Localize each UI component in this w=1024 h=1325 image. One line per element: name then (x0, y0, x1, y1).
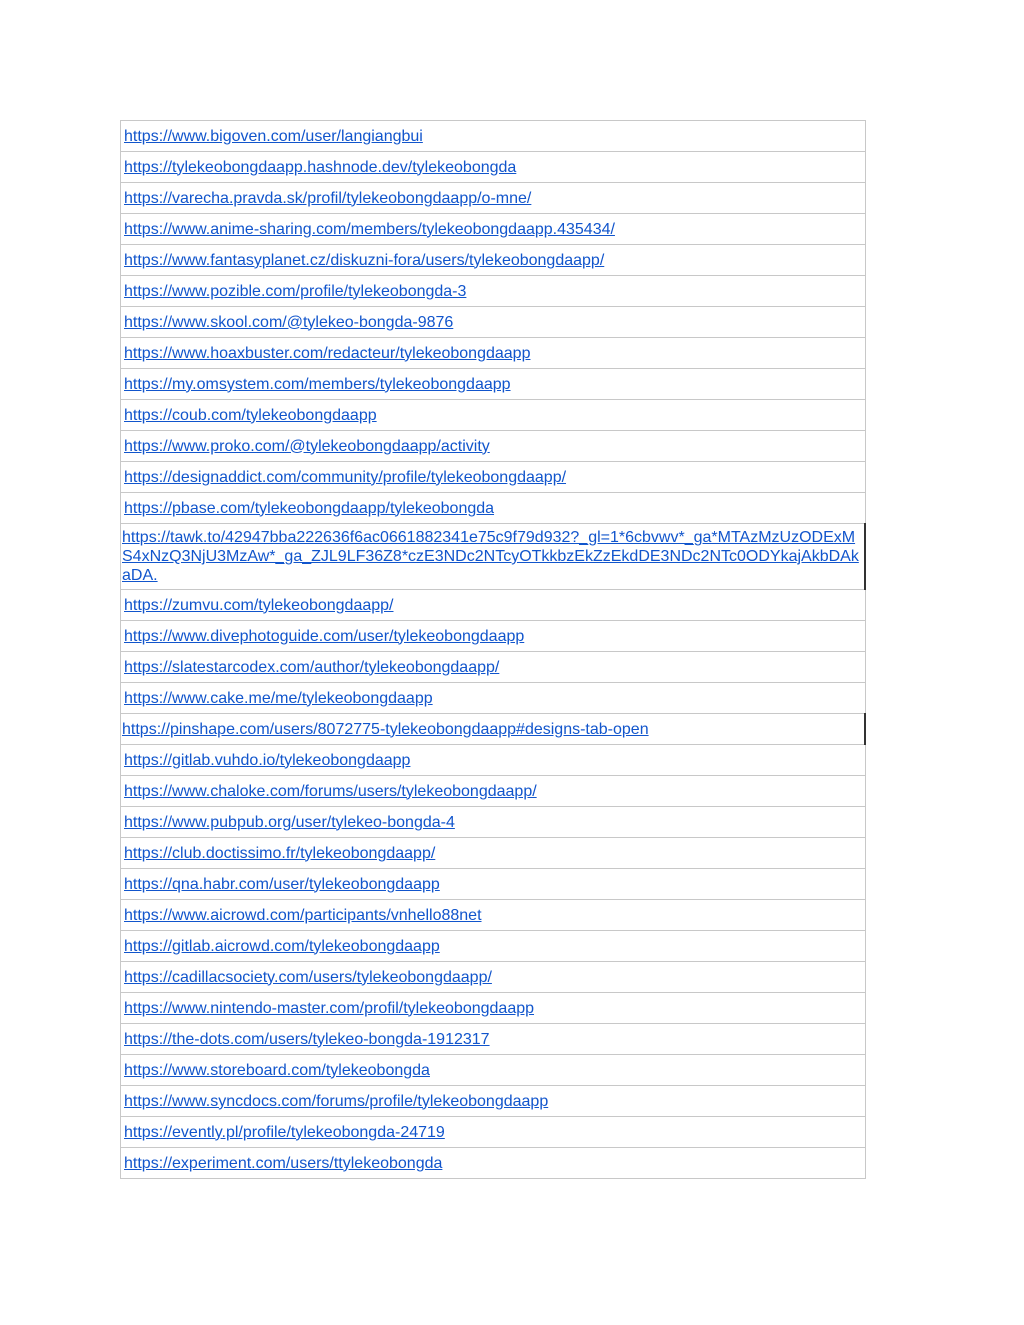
table-cell (121, 1024, 866, 1055)
link-17[interactable]: https://www.cake.me/me/tylekeobongdaapp (124, 689, 433, 707)
table-cell (121, 1055, 866, 1086)
table-row (121, 652, 866, 683)
table-row (121, 245, 866, 276)
table-cell (121, 369, 866, 400)
table-cell (121, 152, 866, 183)
links-table (120, 120, 866, 1179)
table-row (121, 121, 866, 152)
link-31[interactable]: https://evently.pl/profile/tylekeobongda-24719 (124, 1123, 445, 1141)
link-22[interactable]: https://club.doctissimo.fr/tylekeobongdaapp/ (124, 844, 436, 862)
link-8[interactable]: https://my.omsystem.com/members/tylekeobongdaapp (124, 375, 511, 393)
table-row (121, 1086, 866, 1117)
table-cell (121, 524, 866, 590)
link-21[interactable]: https://www.pubpub.org/user/tylekeo-bongda-4 (124, 813, 455, 831)
table-row (121, 869, 866, 900)
link-23[interactable]: https://qna.habr.com/user/tylekeobongdaapp (124, 875, 440, 893)
link-18[interactable]: https://pinshape.com/users/8072775-tylekeobongdaapp#designs-tab-open (122, 720, 649, 738)
link-0[interactable]: https://www.bigoven.com/user/langiangbui (124, 127, 423, 145)
table-row (121, 776, 866, 807)
table-row (121, 931, 866, 962)
link-11[interactable]: https://designaddict.com/community/profile/tylekeobongdaapp/ (124, 468, 567, 486)
table-row (121, 962, 866, 993)
link-32[interactable]: https://experiment.com/users/ttylekeobongda (124, 1154, 443, 1172)
link-1[interactable]: https://tylekeobongdaapp.hashnode.dev/tylekeobongda (124, 158, 517, 176)
table-cell (121, 776, 866, 807)
table-row (121, 431, 866, 462)
table-row (121, 1024, 866, 1055)
link-13[interactable]: https://tawk.to/42947bba222636f6ac0661882341e75c9f79d932?_gl=1*6cbvwv*_ga*MTAzMzUzODExMS4xNzQ3NjU3MzAw*_ga_ZJL9LF36Z8*czE3NDc2NTcyOTkkbzEkZzEkdDE3NDc2NTc0ODYkajAkbDAkaDA. (122, 529, 859, 584)
table-cell (121, 400, 866, 431)
table-cell (121, 462, 866, 493)
link-28[interactable]: https://the-dots.com/users/tylekeo-bongda-1912317 (124, 1030, 490, 1048)
table-cell (121, 183, 866, 214)
link-2[interactable]: https://varecha.pravda.sk/profil/tylekeobongdaapp/o-mne/ (124, 189, 532, 207)
table-row (121, 745, 866, 776)
link-30[interactable]: https://www.syncdocs.com/forums/profile/tylekeobongdaapp (124, 1092, 549, 1110)
table-cell (121, 621, 866, 652)
table-row (121, 214, 866, 245)
table-row (121, 493, 866, 524)
table-row (121, 1117, 866, 1148)
link-27[interactable]: https://www.nintendo-master.com/profil/tylekeobongdaapp (124, 999, 535, 1017)
link-26[interactable]: https://cadillacsociety.com/users/tylekeobongdaapp/ (124, 968, 492, 986)
table-cell (121, 431, 866, 462)
table-cell (121, 214, 866, 245)
table-cell (121, 245, 866, 276)
link-14[interactable]: https://zumvu.com/tylekeobongdaapp/ (124, 596, 394, 614)
link-6[interactable]: https://www.skool.com/@tylekeo-bongda-9876 (124, 313, 454, 331)
link-16[interactable]: https://slatestarcodex.com/author/tylekeobongdaapp/ (124, 658, 500, 676)
link-3[interactable]: https://www.anime-sharing.com/members/tylekeobongdaapp.435434/ (124, 220, 615, 238)
table-row (121, 524, 866, 590)
table-cell (121, 993, 866, 1024)
table-cell (121, 1086, 866, 1117)
table-row (121, 807, 866, 838)
table-row (121, 838, 866, 869)
link-25[interactable]: https://gitlab.aicrowd.com/tylekeobongdaapp (124, 937, 440, 955)
table-row (121, 590, 866, 621)
table-cell (121, 276, 866, 307)
table-cell (121, 683, 866, 714)
link-7[interactable]: https://www.hoaxbuster.com/redacteur/tylekeobongdaapp (124, 344, 531, 362)
table-row (121, 683, 866, 714)
link-9[interactable]: https://coub.com/tylekeobongdaapp (124, 406, 377, 424)
link-20[interactable]: https://www.chaloke.com/forums/users/tylekeobongdaapp/ (124, 782, 537, 800)
table-cell (121, 745, 866, 776)
link-5[interactable]: https://www.pozible.com/profile/tylekeobongda-3 (124, 282, 467, 300)
table-row (121, 462, 866, 493)
table-cell (121, 652, 866, 683)
table-cell (121, 838, 866, 869)
table-row (121, 900, 866, 931)
table-cell (121, 931, 866, 962)
link-10[interactable]: https://www.proko.com/@tylekeobongdaapp/activity (124, 437, 490, 455)
table-cell (121, 1148, 866, 1179)
link-15[interactable]: https://www.divephotoguide.com/user/tylekeobongdaapp (124, 627, 525, 645)
table-row (121, 183, 866, 214)
table-row (121, 1148, 866, 1179)
link-29[interactable]: https://www.storeboard.com/tylekeobongda (124, 1061, 430, 1079)
table-cell (121, 807, 866, 838)
table-cell (121, 493, 866, 524)
table-cell (121, 121, 866, 152)
table-cell (121, 307, 866, 338)
table-cell (121, 1117, 866, 1148)
table-row (121, 400, 866, 431)
table-row (121, 338, 866, 369)
table-row (121, 621, 866, 652)
link-4[interactable]: https://www.fantasyplanet.cz/diskuzni-fora/users/tylekeobongdaapp/ (124, 251, 605, 269)
table-row (121, 369, 866, 400)
table-cell (121, 338, 866, 369)
table-row (121, 993, 866, 1024)
table-cell (121, 962, 866, 993)
table-cell (121, 900, 866, 931)
link-24[interactable]: https://www.aicrowd.com/participants/vnhello88net (124, 906, 482, 924)
table-cell (121, 869, 866, 900)
table-row (121, 307, 866, 338)
link-12[interactable]: https://pbase.com/tylekeobongdaapp/tylekeobongda (124, 499, 495, 517)
table-row (121, 152, 866, 183)
table-row (121, 1055, 866, 1086)
table-row (121, 276, 866, 307)
table-cell (121, 590, 866, 621)
table-row (121, 714, 866, 745)
link-19[interactable]: https://gitlab.vuhdo.io/tylekeobongdaapp (124, 751, 411, 769)
table-cell (121, 714, 866, 745)
